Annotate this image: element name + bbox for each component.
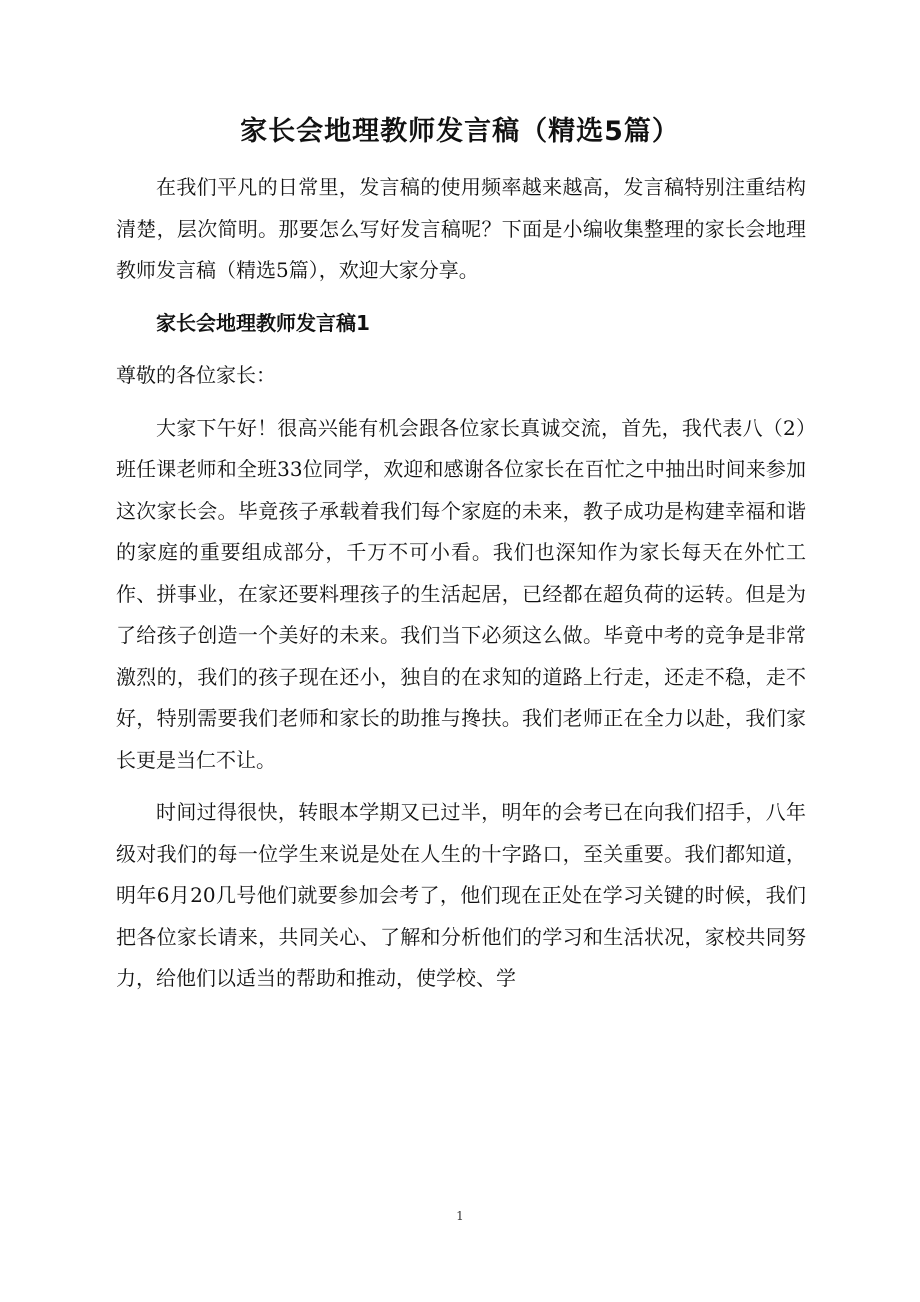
- salutation: 尊敬的各位家长：: [116, 363, 276, 387]
- body-paragraph: 大家下午好！很高兴能有机会跟各位家长真诚交流，首先，我代表八（2）班任课老师和全班33位同学，欢迎和感谢各位家长在百忙之中抽出时间来参加这次家长会。毕竟孩子承载着我们每个家庭的未来，教子成功是构建幸福和谐的家庭的重要组成部分，千万不可小看。我们也深知作为家长每天在外忙工作、拼事业，在家还要料理孩子的生活起居，已经都在超负荷的运转。但是为了给孩子创造一个美好的未来。我们当下必须这么做。毕竟中考的竞争是非常激烈的，我们的孩子现在还小，独自的在求知的道路上行走，还走不稳，走不好，特别需要我们老师和家长的助推与搀扶。我们老师正在全力以赴，我们家长更是当仁不让。: [116, 415, 806, 772]
- document-title: 家长会地理教师发言稿（精选5篇）: [240, 116, 680, 147]
- intro-paragraph: 在我们平凡的日常里，发言稿的使用频率越来越高，发言稿特别注重结构清楚，层次简明。那要怎么写好发言稿呢？下面是小编收集整理的家长会地理教师发言稿（精选5篇），欢迎大家分享。: [116, 175, 806, 282]
- document-body: [116, 167, 806, 1000]
- page-number: 1: [456, 1209, 464, 1223]
- body-paragraph: 时间过得很快，转眼本学期又已过半，明年的会考已在向我们招手，八年级对我们的每一位学生来说是处在人生的十字路口，至关重要。我们都知道，明年6月20几号他们就要参加会考了，他们现在正处在学习关键的时候，我们把各位家长请来，共同关心、了解和分析他们的学习和生活状况，家校共同努力，给他们以适当的帮助和推动，使学校、学: [116, 800, 806, 990]
- section-heading: 家长会地理教师发言稿1: [156, 310, 370, 335]
